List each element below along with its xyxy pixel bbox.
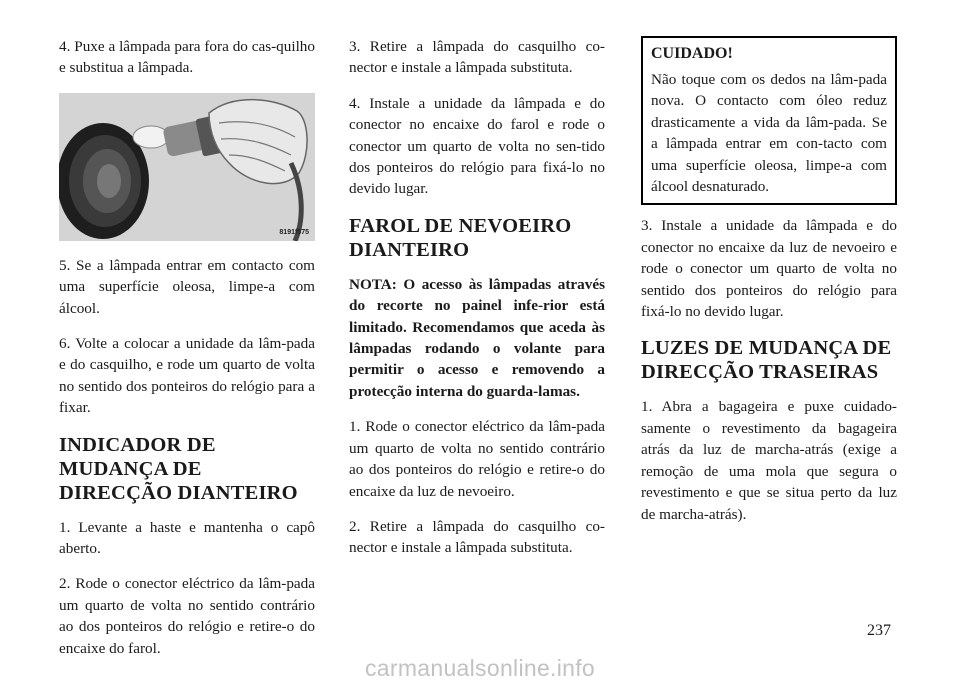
- column-1: [59, 36, 315, 673]
- watermark: carmanualsonline.info: [364, 655, 596, 681]
- step-3-text: 3. Instale a unidade da lâmpada e do conector no encaixe da luz de nevoeiro e rode o conector um quarto de volta no sentido dos ponteiros do relógio para fixá-lo no devido lugar.: [641, 217, 897, 321]
- caution-title: CUIDADO!: [651, 45, 733, 62]
- step-5-text: 5. Se a lâmpada entrar em contacto com uma superfície oleosa, limpe-a com álcool.: [59, 256, 315, 317]
- column-2: [349, 36, 605, 573]
- bulb-replacement-figure: [59, 93, 315, 241]
- figure-code: 8191f575: [279, 228, 309, 236]
- section-heading-fog-light: FAROL DE NEVOEIRO DIANTEIRO: [349, 214, 572, 261]
- page-number: 237: [867, 622, 891, 639]
- step-1-text: 1. Rode o conector eléctrico da lâm-pada um quarto de volta no sentido contrário ao dos ponteiros do relógio e retire-o do encaixe da luz de nevoeiro.: [349, 418, 605, 500]
- step-3-text: 3. Retire a lâmpada do casquilho co-nector e instale a lâmpada substituta.: [349, 38, 605, 77]
- section-heading-front-turn-signal: INDICADOR DE MUDANÇA DE DIRECÇÃO DIANTEIRO: [59, 433, 298, 504]
- bulb-illustration: [59, 93, 315, 241]
- caution-text: Não toque com os dedos na lâm-pada nova. O contacto com óleo reduz drasticamente a vida da lâm-pada. Se a lâmpada entrar em con-tacto com uma superfície oleosa, limpe-a com álcool desnaturado.: [651, 71, 887, 196]
- step-2-text: 2. Rode o conector eléctrico da lâm-pada um quarto de volta no sentido contrário ao dos ponteiros do relógio e retire-o do encaixe do farol.: [59, 575, 315, 657]
- column-3: [641, 36, 897, 539]
- caution-box: [641, 36, 897, 205]
- step-1-text: 1. Levante a haste e mantenha o capô aberto.: [59, 518, 315, 558]
- step-6-text: 6. Volte a colocar a unidade da lâm-pada e do casquilho, e rode um quarto de volta no sentido dos ponteiros do relógio para a fixar.: [59, 335, 315, 417]
- step-1-text: 1. Abra a bagageira e puxe cuidado-samente o revestimento da bagageira atrás da luz de marcha-atrás (exige a remoção de uma mola que segura o revestimento e que se situa perto da luz de marcha-atrás).: [641, 398, 897, 523]
- section-heading-rear-turn-signals: LUZES DE MUDANÇA DE DIRECÇÃO TRASEIRAS: [641, 337, 892, 384]
- step-4-text: 4. Instale a unidade da lâmpada e do conector no encaixe do farol e rode o conector um quarto de volta no sen-tido dos ponteiros do relógio para fixá-lo no devido lugar.: [349, 94, 605, 198]
- step-2-text: 2. Retire a lâmpada do casquilho co-nector e instale a lâmpada substituta.: [349, 517, 605, 557]
- step-4-text: 4. Puxe a lâmpada para fora do cas-quilho e substitua a lâmpada.: [59, 38, 315, 77]
- note-text: NOTA: O acesso às lâmpadas através do recorte no painel infe-rior está limitado. Recomendamos que aceda às lâmpadas rodando o volante para permitir o acesso e removendo a protecção interna do guarda-lamas.: [349, 275, 605, 400]
